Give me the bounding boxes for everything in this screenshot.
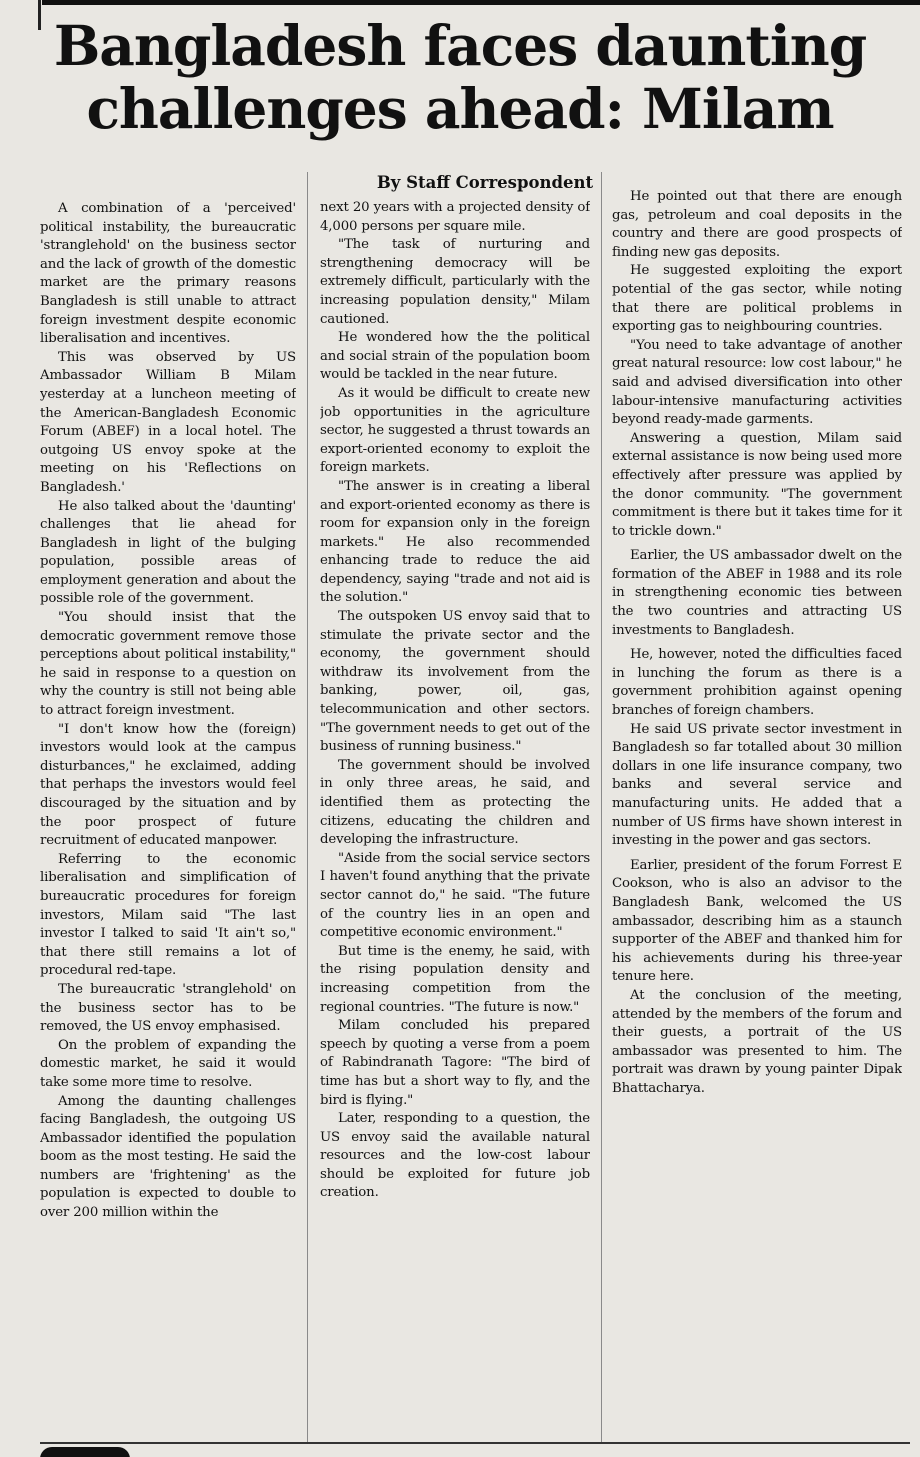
article-headline: Bangladesh faces daunting challenges ahead: Milam (53, 13, 867, 141)
article-byline: By Staff Correspondent (376, 173, 594, 192)
paragraph: He wondered how the the political and social strain of the population boom would be tackled in the near future. (320, 330, 590, 383)
bottom-rule (40, 1442, 910, 1444)
paragraph: The outspoken US envoy said that to stimulate the private sector and the economy, the government should withdraw its involvement from the banking, power, oil, gas, telecommunication and other sectors. "The government needs to get out of the business of running business." (320, 609, 590, 755)
paragraph: "The task of nurturing and strengthening democracy will be extremely difficult, particularly with the increasing population density," Milam cautioned. (320, 237, 590, 327)
paragraph: He suggested exploiting the export potential of the gas sector, while noting that there are political problems in exporting gas to neighbouring countries. (612, 263, 902, 335)
paragraph: "I don't know how the (foreign) investors would look at the campus disturbances," he exclaimed, adding that perhaps the investors would feel discouraged by the situation and by the poor prospect of future recruitment of educated manpower. (40, 721, 296, 849)
paragraph: The bureaucratic 'stranglehold' on the business sector has to be removed, the US envoy emphasised. (40, 981, 296, 1035)
paragraph: "The answer is in creating a liberal and export-oriented economy as there is room for expansion only in the foreign markets." He also recommended enhancing trade to reduce the aid dependency, saying "trade and not aid is the solution." (320, 478, 590, 606)
column-divider (601, 172, 602, 1442)
article-column-2 (320, 199, 590, 1439)
column-divider (307, 172, 308, 1442)
paragraph: A combination of a 'perceived' political instability, the bureaucratic 'stranglehold' on the business sector and the lack of growth of the domestic market are the primary reasons Bangladesh is still unable to attract foreign investment despite economic liberalisation and incentives. (40, 201, 296, 347)
paragraph: next 20 years with a projected density of 4,000 persons per square mile. (320, 200, 590, 234)
paragraph: As it would be difficult to create new job opportunities in the agriculture sector, he suggested a thrust towards an export-oriented economy to exploit the foreign markets. (320, 385, 590, 476)
paragraph: He also talked about the 'daunting' challenges that lie ahead for Bangladesh in light of the bulging population, possible areas of employment generation and about the possible role of the government. (40, 498, 296, 607)
next-article-headline-fragment (36, 1447, 156, 1457)
paragraph: Milam concluded his prepared speech by quoting a verse from a poem of Rabindranath Tagore: "The bird of time has but a short way to fly, and the bird is flying." (320, 1018, 590, 1108)
paragraph: But time is the enemy, he said, with the rising population density and increasing competition from the regional countries. "The future is now." (320, 943, 590, 1015)
paragraph: Later, responding to a question, the US envoy said the available natural resources and the low-cost labour should be exploited for future job creation. (320, 1111, 590, 1201)
paragraph: On the problem of expanding the domestic market, he said it would take some more time to resolve. (40, 1037, 296, 1090)
paragraph: Among the daunting challenges facing Bangladesh, the outgoing US Ambassador identified the population boom as the most testing. He said the numbers are 'frightening' as the population is expected to double to over 200 million within the (40, 1093, 296, 1221)
paragraph: This was observed by US Ambassador William B Milam yesterday at a luncheon meeting of the American-Bangladesh Economic Forum (ABEF) in a local hotel. The outgoing US envoy spoke at the meeting on his 'Reflections on Bangladesh.' (40, 349, 296, 495)
article-column-3 (612, 188, 902, 1443)
paragraph: "Aside from the social service sectors I haven't found anything that the private sector cannot do," he said. "The future of the country lies in an open and competitive economic environment." (320, 850, 590, 941)
article-column-1 (40, 200, 296, 1440)
paragraph: He, however, noted the difficulties faced in lunching the forum as there is a government prohibition against opening branches of foreign chambers. (612, 647, 902, 719)
top-rule (42, 0, 920, 5)
paragraph: He pointed out that there are enough gas, petroleum and coal deposits in the country and there are good prospects of finding new gas deposits. (612, 189, 902, 260)
paragraph: Earlier, president of the forum Forrest E Cookson, who is also an advisor to the Bangladesh Bank, welcomed the US ambassador, describing him as a staunch supporter of the ABEF and thanked him for his achievements during his three-year tenure here. (612, 857, 902, 985)
paragraph: At the conclusion of the meeting, attended by the members of the forum and their guests, a portrait of the US ambassador was presented to him. The portrait was drawn by young painter Dipak Bhattacharya. (612, 987, 902, 1096)
paragraph: "You should insist that the democratic government remove those perceptions about political instability," he said in response to a question on why the country is still not being able to attract foreign investment. (40, 610, 296, 719)
paragraph: Answering a question, Milam said external assistance is now being used more effectively after pressure was applied by the donor community. "The government commitment is there but it takes time for it to trickle down." (612, 430, 902, 539)
paragraph: Referring to the economic liberalisation and simplification of bureaucratic procedures for foreign investors, Milam said "The last investor I talked to said 'It ain't so," that there still remains a lot of procedural red-tape. (40, 851, 296, 979)
paragraph: The government should be involved in only three areas, he said, and identified them as protecting the citizens, educating the children and developing the infrastructure. (320, 757, 590, 848)
paragraph: "You need to take advantage of another great natural resource: low cost labour," he said and advised diversification into other labour-intensive manufacturing activities beyond ready-made garments. (612, 337, 902, 428)
paragraph: Earlier, the US ambassador dwelt on the formation of the ABEF in 1988 and its role in strengthening economic ties between the two countries and attracting US investments to Bangladesh. (612, 548, 902, 638)
paragraph: He said US private sector investment in Bangladesh so far totalled about 30 million dollars in one life insurance company, two banks and several service and manufacturing units. He added that a number of US firms have shown interest in investing in the power and gas sectors. (612, 721, 902, 849)
